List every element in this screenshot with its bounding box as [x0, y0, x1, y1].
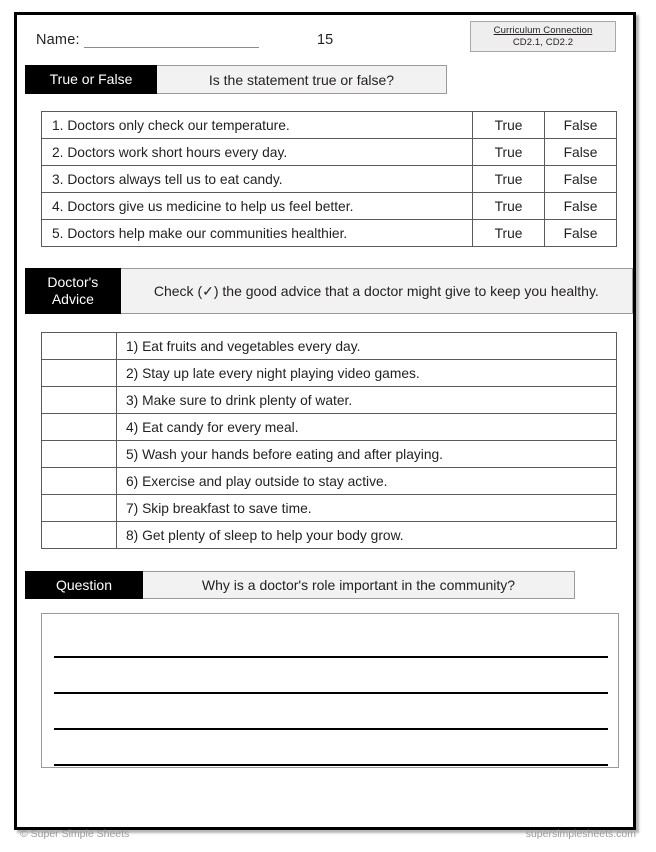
advice-statement: 3) Make sure to drink plenty of water. — [117, 387, 617, 414]
advice-checkbox-cell[interactable] — [42, 522, 117, 549]
advice-checkbox-cell[interactable] — [42, 495, 117, 522]
curriculum-connection-box — [470, 21, 616, 52]
advice-statement: 7) Skip breakfast to save time. — [117, 495, 617, 522]
table-row — [42, 522, 617, 549]
false-option[interactable]: False — [545, 193, 617, 220]
advice-instruction: Check (✓) the good advice that a doctor might give to keep you healthy. — [121, 268, 633, 314]
true-false-statement: 2. Doctors work short hours every day. — [42, 139, 473, 166]
false-option[interactable]: False — [545, 166, 617, 193]
true-false-statement: 4. Doctors give us medicine to help us feel better. — [42, 193, 473, 220]
advice-checkbox-cell[interactable] — [42, 414, 117, 441]
table-row — [42, 112, 617, 139]
true-false-tag: True or False — [25, 65, 157, 94]
answer-line[interactable] — [54, 764, 608, 766]
table-row — [42, 441, 617, 468]
true-false-table — [41, 111, 617, 247]
question-tag: Question — [25, 571, 143, 599]
true-option[interactable]: True — [473, 193, 545, 220]
false-option[interactable]: False — [545, 112, 617, 139]
advice-statement: 1) Eat fruits and vegetables every day. — [117, 333, 617, 360]
name-input-line[interactable] — [84, 47, 259, 48]
name-label: Name: — [36, 32, 80, 48]
advice-table — [41, 332, 617, 549]
false-option[interactable]: False — [545, 220, 617, 247]
advice-tag-line1: Doctor's — [47, 274, 99, 291]
footer-copyright: © Super Simple Sheets — [20, 828, 130, 840]
table-row — [42, 139, 617, 166]
page-footer — [0, 828, 656, 846]
curriculum-connection-title: Curriculum Connection — [493, 24, 593, 36]
table-row — [42, 166, 617, 193]
advice-checkbox-cell[interactable] — [42, 360, 117, 387]
curriculum-connection-codes: CD2.1, CD2.2 — [512, 36, 574, 48]
true-false-statement: 1. Doctors only check our temperature. — [42, 112, 473, 139]
advice-statement: 6) Exercise and play outside to stay active. — [117, 468, 617, 495]
table-row — [42, 220, 617, 247]
table-row — [42, 333, 617, 360]
advice-statement: 8) Get plenty of sleep to help your body grow. — [117, 522, 617, 549]
table-row — [42, 360, 617, 387]
table-row — [42, 414, 617, 441]
advice-checkbox-cell[interactable] — [42, 333, 117, 360]
answer-line[interactable] — [54, 728, 608, 730]
true-false-statement: 5. Doctors help make our communities healthier. — [42, 220, 473, 247]
worksheet-header — [17, 15, 633, 63]
answer-line[interactable] — [54, 656, 608, 658]
table-row — [42, 193, 617, 220]
advice-checkbox-cell[interactable] — [42, 387, 117, 414]
true-false-banner — [25, 65, 633, 94]
advice-statement: 4) Eat candy for every meal. — [117, 414, 617, 441]
advice-statement: 2) Stay up late every night playing video games. — [117, 360, 617, 387]
false-option[interactable]: False — [545, 139, 617, 166]
advice-checkbox-cell[interactable] — [42, 468, 117, 495]
true-false-statement: 3. Doctors always tell us to eat candy. — [42, 166, 473, 193]
answer-area[interactable] — [41, 613, 619, 768]
advice-statement: 5) Wash your hands before eating and after playing. — [117, 441, 617, 468]
question-prompt: Why is a doctor's role important in the community? — [143, 571, 575, 599]
footer-website: supersimplesheets.com — [525, 828, 636, 840]
true-false-instruction: Is the statement true or false? — [157, 65, 447, 94]
answer-line[interactable] — [54, 692, 608, 694]
table-row — [42, 468, 617, 495]
table-row — [42, 495, 617, 522]
true-option[interactable]: True — [473, 112, 545, 139]
true-option[interactable]: True — [473, 139, 545, 166]
page-number: 15 — [317, 32, 334, 48]
question-banner — [25, 571, 633, 599]
true-option[interactable]: True — [473, 166, 545, 193]
worksheet-frame — [14, 12, 636, 830]
true-option[interactable]: True — [473, 220, 545, 247]
advice-checkbox-cell[interactable] — [42, 441, 117, 468]
advice-banner — [25, 268, 633, 314]
advice-tag-line2: Advice — [51, 291, 94, 307]
advice-tag — [25, 268, 121, 314]
table-row — [42, 387, 617, 414]
